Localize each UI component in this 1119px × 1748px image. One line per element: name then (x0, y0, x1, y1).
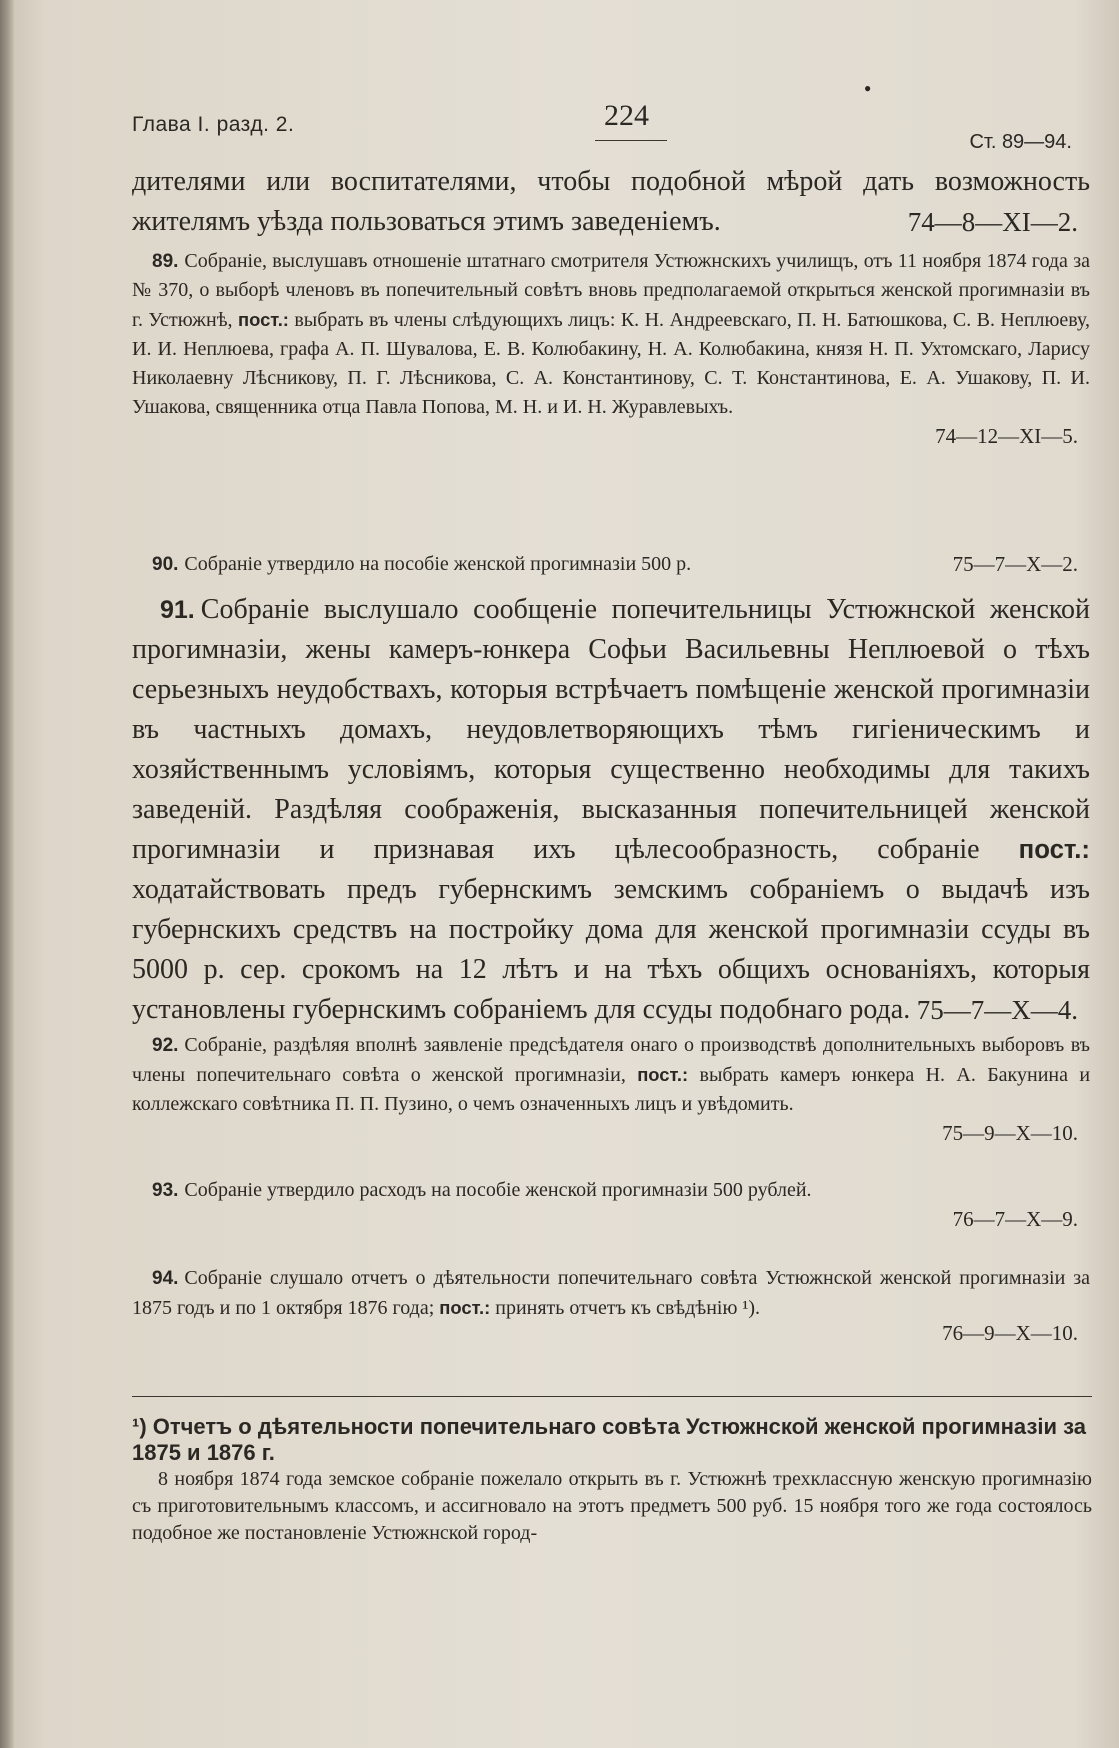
article-body-tail: выбрать камеръ юнкера Н. А. Бакунина и коллежскаго совѣтника П. П. Пузино, о чемъ означенныхъ лицъ и увѣдомить. (132, 1064, 1091, 1115)
article-body: Собраніе слушало отчетъ о дѣятельности попечительнаго совѣта Устюжнской женской прогимназіи за 1875 годъ и по 1 октября 1876 года; (132, 1267, 1090, 1319)
book-spine-shadow (0, 0, 14, 1748)
continuation-text: дителями или воспитателями, чтобы подобной мѣрой дать возможность жителямъ уѣзда пользоваться этимъ заведеніемъ. (132, 166, 1090, 237)
resolution-marker: пост.: (237, 309, 289, 330)
article-number: 94. (152, 1268, 179, 1289)
article-body-tail: выбрать въ члены слѣдующихъ лицъ: К. Н. Андреевскаго, П. Н. Батюшкова, С. В. Неплюеву, И. И. Неплюева, графа А. П. Шувалова, Е. В. Колюбакину, Н. А. Колюбакина, князя Н. П. Ухтомскаго, Ларису Николаевну Лѣсникову, П. Г. Лѣсникова, С. А. Константинову, С. Т. Константинова, Е. А. Ушакову, П. И. Ушакова, священника отца Павла Попова, М. Н. и И. Н. Журавлевыхъ. (132, 309, 1091, 418)
article-body-tail: принять отчетъ къ свѣдѣнію ¹). (495, 1297, 761, 1319)
page-number: 224 (604, 99, 649, 132)
resolution-marker: пост.: (637, 1064, 689, 1085)
article-number: 90. (152, 554, 179, 575)
article-89 (132, 247, 1090, 451)
article-body: Собраніе выслушало сообщеніе попечительницы Устюжнской женской прогимназіи, жены камеръ-юнкера Софьи Васильевны Неплюевой о тѣхъ серьезныхъ неудобствахъ, которыя встрѣчаетъ помѣщеніе женской прогимназіи въ частныхъ домахъ, неудовлетворяющихъ тѣмъ гигіеническимъ и хозяйственнымъ условіямъ, которыя существенно необходимы для такихъ заведеній. Раздѣляя соображенія, высказанныя попечительницей женской прогимназіи и признавая ихъ цѣлесообразность, собраніе (132, 594, 1090, 865)
article-number: 91. (160, 596, 195, 624)
article-body: Собраніе утвердило на пособіе женской прогимназіи 500 р. (184, 553, 692, 575)
chapter-label: Глава I. разд. 2. (132, 113, 295, 136)
article-body: Собраніе, выслушавъ отношеніе штатнаго смотрителя Устюжнскихъ училищъ, отъ 11 ноября 1874 года за № 370, о выборѣ членовъ въ попечительный совѣтъ вновь предполагаемой открыться женской прогимназіи въ г. Устюжнѣ, (132, 250, 1090, 331)
article-ref: 75—7—X—4. (916, 995, 1078, 1025)
article-90 (132, 550, 1090, 579)
article-range: Ст. 89—94. (969, 131, 1072, 153)
article-body-tail: ходатайствовать предъ губернскимъ земскимъ собраніемъ о выдачѣ изъ губернскихъ средствъ на постройку дома для женской прогимназіи ссуды въ 5000 р. сер. срокомъ на 12 лѣтъ и на тѣхъ общихъ основаніяхъ, которыя установлены губернскимъ собраніемъ для ссуды подобнаго рода. (132, 874, 1090, 1025)
article-ref: 75—9—X—10. (942, 1121, 1078, 1145)
article-number: 89. (152, 251, 179, 272)
article-94 (132, 1264, 1090, 1348)
page-number-underline (595, 140, 667, 141)
article-ref: 75—7—X—2. (952, 552, 1078, 576)
article-body: Собраніе, раздѣляя вполнѣ заявленіе предсѣдателя онаго о производствѣ дополнительныхъ выборовъ въ члены попечительнаго совѣта о женской прогимназіи, (132, 1034, 1090, 1086)
resolution-marker: пост.: (439, 1297, 491, 1318)
article-ref: 74—12—XI—5. (935, 424, 1078, 448)
article-93 (132, 1176, 1090, 1234)
article-ref: 76—9—X—10. (942, 1321, 1078, 1345)
ink-speck: ● (864, 81, 872, 95)
page-header (132, 95, 1072, 155)
continuation-ref: 74—8—XI—2. (907, 207, 1078, 237)
article-body: Собраніе утвердило расходъ на пособіе женской прогимназіи 500 рублей. (184, 1179, 812, 1201)
article-91 (132, 590, 1090, 1030)
footnote-body: 8 ноября 1874 года земское собраніе пожелало открыть въ г. Устюжнѣ трехклассную женскую прогимназію съ приготовительнымъ классомъ, и ассигновало на этотъ предметъ 500 руб. 15 ноября того же года состоялось подобное же постановленіе Устюжнской город- (132, 1468, 1092, 1544)
article-number: 92. (152, 1035, 179, 1056)
article-number: 93. (152, 1180, 179, 1201)
article-88-continuation (132, 162, 1090, 242)
footnote-separator (132, 1396, 1092, 1397)
article-92 (132, 1031, 1090, 1148)
footnote-heading: ¹) Отчетъ о дѣятельности попечительнаго совѣта Устюжнской женской прогимназіи за 1875 и 1876 г. (132, 1414, 1087, 1465)
resolution-marker: пост.: (1018, 836, 1091, 864)
article-ref: 76—7—X—9. (952, 1207, 1078, 1231)
